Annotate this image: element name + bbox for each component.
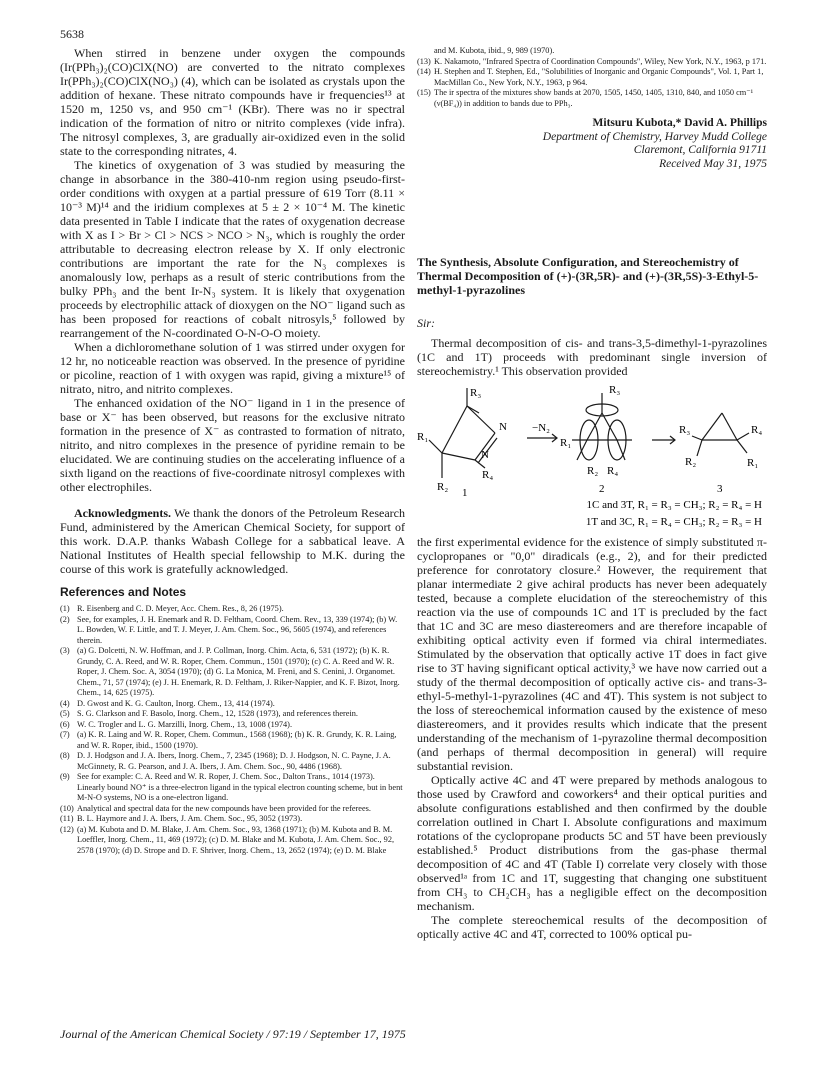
paragraph: the first experimental evidence for the existence of simply substituted π-cyclopropanes or "0,0" diradicals (e.g., 2), and for their predicted preference for conrotatory closure.² However, the requirement that planar intermediate 2 give achiral products has never been adequately tested, because a complete elucidation of the stereochemistry of this reaction via the use of compounds 1C and 1T is precluded by the fact that 1C and 3C are meso diastereomers and are therefore incapable of exhibiting optical activity even if formed via chiral intermediates. Stimulated by the observation that optically active 1T does in fact give rise to 3T having significant optical activity,³ we have now carried out a study of the thermal decomposition of optically active cis- and trans-3-ethyl-5-methyl-1-pyrazolines (4C and 4T). This system is not subject to the loss of stereochemical information caused by the existence of meso diastereomers, and it provides results which indicate that the present understanding of the mechanism of 1-pyrazoline thermal decomposition (and perhaps of thermal decomposition in general) will require substantial revision. [417, 535, 767, 773]
authors: Mitsuru Kubota,* David A. Phillips [592, 117, 767, 129]
reference-number: (2) [60, 614, 70, 624]
reference-text: R. Eisenberg and C. D. Meyer, Acc. Chem. Res., 8, 26 (1975). [77, 604, 284, 613]
reference-item [417, 67, 767, 88]
reference-item [417, 57, 767, 68]
bond [442, 453, 475, 460]
reference-text: (a) M. Kubota and D. M. Blake, J. Am. Chem. Soc., 93, 1368 (1971); (b) M. Kubota and B. M. Loeffler, Inorg. Chem., 11, 469 (1972); (c) D. M. Blake and M. Kubota, J. Am. Chem. Soc., 92, 2578 (1970); (d) D. Strope and D. F. Shriver, Inorg. Chem., 13, 2652 (1974); (e) D. M. Blake [77, 824, 395, 855]
reference-number: (9) [60, 772, 70, 781]
main-text [417, 535, 767, 941]
reference-text: D. Gwost and K. G. Caulton, Inorg. Chem., 13, 414 (1974). [77, 698, 275, 708]
label-r1: R₁ [560, 437, 572, 449]
compound-number: 2 [599, 483, 605, 495]
reference-continuation: and M. Kubota, ibid., 9, 989 (1970). [434, 46, 555, 55]
bond [602, 413, 617, 440]
reference-text: K. Nakamoto, "Infrared Spectra of Coordination Compounds", Wiley, New York, N.Y., 1963, p 171. [434, 56, 767, 66]
paragraph: Thermal decomposition of cis- and trans-3,5-dimethyl-1-pyrazolines (1C and 1T) proceeds with predominant single inversion of stereochemistry.¹ This observation provided [417, 336, 767, 378]
paragraph: The enhanced oxidation of the NO⁻ ligand in 1 in the presence of base or X⁻ has been observed, but reasons for the exclusive nitrato formation in the presence of X⁻ as contrasted to formation of nitrato, nitrito, and nitro complexes in the presence of pyridine remain to be elucidated. We are continuing studies on the accelerating influence of a sixth ligand on the reactions of five-coordinate nitrosyl complexes with other electrophiles. [60, 396, 405, 494]
intro-text [417, 336, 767, 378]
reference-number: (1) [60, 604, 70, 613]
city: Claremont, California 91711 [633, 144, 767, 156]
compound-number: 1 [462, 487, 468, 499]
reference-text: See, for examples, J. H. Enemark and R. D. Feltham, Coord. Chem. Rev., 13, 339 (1974); (b) W. L. Bowden, W. F. Little, and T. J. Meyer, J. Am. Chem. Soc., 96, 5605 (1974), and references therein. [77, 614, 398, 645]
paragraph: The complete stereochemical results of the decomposition of optically active 4C and 4T, corrected to 100% optical pu- [417, 913, 767, 941]
salutation: Sir: [417, 316, 435, 330]
reference-text: Analytical and spectral data for the new compounds have been provided for the referees. [77, 803, 371, 813]
bond [577, 440, 587, 460]
label-r2: R₂ [685, 456, 697, 468]
reference-text: W. C. Trogler and L. G. Marzilli, Inorg. Chem., 13, 1008 (1974). [77, 719, 293, 729]
bond [587, 413, 602, 440]
reference-number: (3) [60, 646, 70, 655]
label-r1: R₁ [417, 431, 429, 443]
reference-text: B. L. Haymore and J. A. Ibers, J. Am. Chem. Soc., 95, 3052 (1973). [77, 814, 303, 823]
reference-item [60, 751, 405, 772]
right-column [417, 46, 767, 171]
page-number: 5638 [60, 27, 84, 41]
reference-text: (a) K. R. Laing and W. R. Roper, Chem. Commun., 1568 (1968); (b) K. R. Grundy, K. R. Laing, and W. R. Roper, ibid., 1500 (1970). [77, 730, 397, 750]
reference-item [60, 814, 405, 825]
references-heading: References and Notes [60, 585, 187, 599]
label-r4: R₄ [607, 465, 619, 477]
reference-number: (14) [417, 67, 431, 76]
reference-item [60, 604, 405, 615]
reference-number: (8) [60, 751, 70, 760]
reference-text: The ir spectra of the mixtures show bands at 2070, 1505, 1450, 1405, 1310, 840, and 1050 cm⁻¹ (ν(BF₄)) in addition to bands due to PPh₃. [434, 88, 754, 108]
label-n: N [481, 449, 489, 461]
reference-item [60, 646, 405, 699]
bond [722, 413, 737, 440]
label-r4: R₄ [751, 424, 763, 436]
reference-text: D. J. Hodgson and J. A. Ibers, Inorg. Chem., 7, 2345 (1968); D. J. Hodgson, N. C. Payne, J. A. McGinnety, R. G. Pearson, and J. A. Ibers, J. Am. Chem. Soc., 90, 4486 (1968). [77, 751, 391, 771]
reference-item [60, 804, 405, 815]
article-title: The Synthesis, Absolute Configuration, and Stereochemistry of Thermal Decomposition of (+)-(3R,5R)- and (+)-(3R,5S)-3-Ethyl-5-methyl-1-pyrazolines [417, 255, 759, 297]
reference-number: (4) [60, 698, 70, 708]
reference-number: (12) [60, 824, 74, 834]
department: Department of Chemistry, Harvey Mudd College [542, 130, 767, 143]
reference-number: (13) [417, 56, 431, 66]
reference-item [60, 615, 405, 647]
scheme-note: 1T and 3C, R₁ = R₄ = CH₃; R₂ = R₃ = H [585, 516, 762, 528]
paragraph: When a dichloromethane solution of 1 was stirred under oxygen for 12 hr, no noticeable reaction was observed. In the presence of pyridine or picoline, reaction of 1 with oxygen was rapid, giving a mixture¹⁵ of nitrato, nitro, and nitrito complexes. [60, 340, 405, 396]
arrow-label: −N₂ [532, 422, 550, 434]
ack-label: Acknowledgments. [74, 506, 172, 520]
reference-number: (6) [60, 719, 70, 729]
compound-number: 3 [717, 483, 723, 495]
reference-number: (15) [417, 88, 431, 97]
label-r3: R₃ [470, 387, 482, 399]
left-column [60, 46, 405, 856]
scheme-note: 1C and 3T, R₁ = R₃ = CH₃; R₂ = R₄ = H [586, 499, 762, 511]
label-r1: R₁ [747, 457, 759, 469]
label-r4: R₄ [482, 469, 494, 481]
journal-footer: Journal of the American Chemical Society / 97:19 / September 17, 1975 [60, 1027, 406, 1041]
reference-item [60, 720, 405, 731]
received-date: Received May 31, 1975 [659, 157, 767, 170]
reference-item [417, 88, 767, 109]
label-r2: R₂ [437, 481, 449, 493]
bond [442, 406, 467, 453]
reference-item [60, 772, 405, 804]
bond [737, 440, 747, 453]
reaction-scheme [417, 378, 767, 533]
ack-text: We thank the donors of the Petroleum Research Fund, administered by the American Chemical Society, for support of this work. D.A.P. thanks Wabash College for a sabbatical leave. A National Institutes of Health special fellowship to M.K. during the course of this work is gratefully acknowledged. [60, 506, 405, 576]
reference-number: (11) [60, 814, 74, 823]
bond [617, 440, 625, 460]
paragraph: Optically active 4C and 4T were prepared by methods analogous to those used by Crawford and coworkers⁴ and their optical purities and absolute configurations established and then confirmed by the double correlation outlined in Chart I. Absolute configurations and maximum rotations of the cyclopropane products 5C and 5T have been previously established.⁵ Product distributions from the gas-phase thermal decomposition of 4C and 4T (Table I) correlate very closely with those observed¹ᵃ from 1C and 1T, suggesting that changing one substituent from CH₃ to CH₂CH₃ has a negligible effect on the decomposition mechanism. [417, 773, 767, 913]
reference-item [60, 730, 405, 751]
label-r2: R₂ [587, 465, 599, 477]
label-n: N [499, 421, 507, 433]
bond [429, 440, 442, 453]
paragraph: The kinetics of oxygenation of 3 was studied by measuring the change in absorbance in the 380-410-nm region using pseudo-first-order conditions with oxygen at a partial pressure of 619 Torr (8.11 × 10⁻³ M)¹⁴ and the iridium complexes at 5 ± 2 × 10⁻⁴ M. The kinetic data presented in Table I indicate that the rates of oxygenation decrease with X as I > Br > Cl > NCS > NCO > N₃, which is roughly the order attributable to decreasing electron release by X. If only electronic contributions are important the rate for the N₃ complexes is anomalously low, perhaps as a result of steric contributions from the bulky PPh₃ and the bent Ir-N₃ system. It is likely that oxygenation proceeds by electrophilic attack of dioxygen on the NO⁻ ligand such as has been proposed for reactions of cobalt nitrosyls,⁵ followed by rearrangement of the N-coordinated O-N-O-O moiety. [60, 158, 405, 340]
paragraph: When stirred in benzene under oxygen the compounds (Ir(PPh₃)₂(CO)ClX(NO) are converted to the nitrato complexes Ir(PPh₃)₂(CO)ClX(NO₃) (4), which can be isolated as crystals upon the addition of hexane. These nitrato compounds have ir frequencies¹³ at 1520 m, 1250 vs, and 950 cm⁻¹ (KBr). There was no ir spectral indication of the formation of nitro or nitrito complexes (vide infra). The nitrosyl complexes, 3, are gradually air-oxidized even in the solid state to the corresponding nitrates, 4. [60, 46, 405, 158]
reference-text: H. Stephen and T. Stephen, Ed., "Solubilities of Inorganic and Organic Compounds", Vol. 1, Part 1, MacMillan Co., New York, N.Y., 1963, p 964. [434, 67, 764, 87]
label-r3: R₃ [609, 384, 621, 396]
bond [467, 406, 495, 433]
acknowledgments [60, 506, 405, 576]
bond [737, 433, 749, 440]
reference-text: See for example: C. A. Reed and W. R. Roper, J. Chem. Soc., Dalton Trans., 1014 (1973). Linearly bound NO⁺ is a three-electron ligand in the typical electron counting scheme, but in bent M-N-O systems, NO is a one-electron ligand. [77, 772, 403, 802]
references-list [417, 57, 767, 110]
reference-item [60, 699, 405, 710]
bond [697, 440, 702, 456]
reference-number: (7) [60, 730, 70, 739]
reference-number: (10) [60, 803, 74, 813]
signature-block [417, 117, 767, 171]
bond [692, 436, 702, 440]
reference-text: (a) G. Dolcetti, N. W. Hoffman, and J. P. Collman, Inorg. Chim. Acta, 6, 531 (1972); (b) K. R. Grundy, C. A. Reed, and W. R. Roper, Chem. Commun., 1501 (1970); (c) C. A. Reed and W. R. Roper, J. Chem. Soc. A, 3054 (1970); (d) G. La Monica, M. Freni, and S. Cenini, J. Organomet. Chem., 71, 57 (1974); (e) J. H. Enemark, R. D. Feltham, J. Riker-Nappier, and K. F. Bizot, Inorg. Chem., 14, 625 (1975). [77, 646, 400, 697]
label-r3: R₃ [679, 424, 691, 436]
reference-item [60, 709, 405, 720]
reference-item [60, 825, 405, 857]
reference-number: (5) [60, 709, 70, 718]
reference-text: S. G. Clarkson and F. Basolo, Inorg. Chem., 12, 1528 (1973), and references therein. [77, 709, 358, 718]
bond [702, 413, 722, 440]
references-list [60, 604, 405, 856]
